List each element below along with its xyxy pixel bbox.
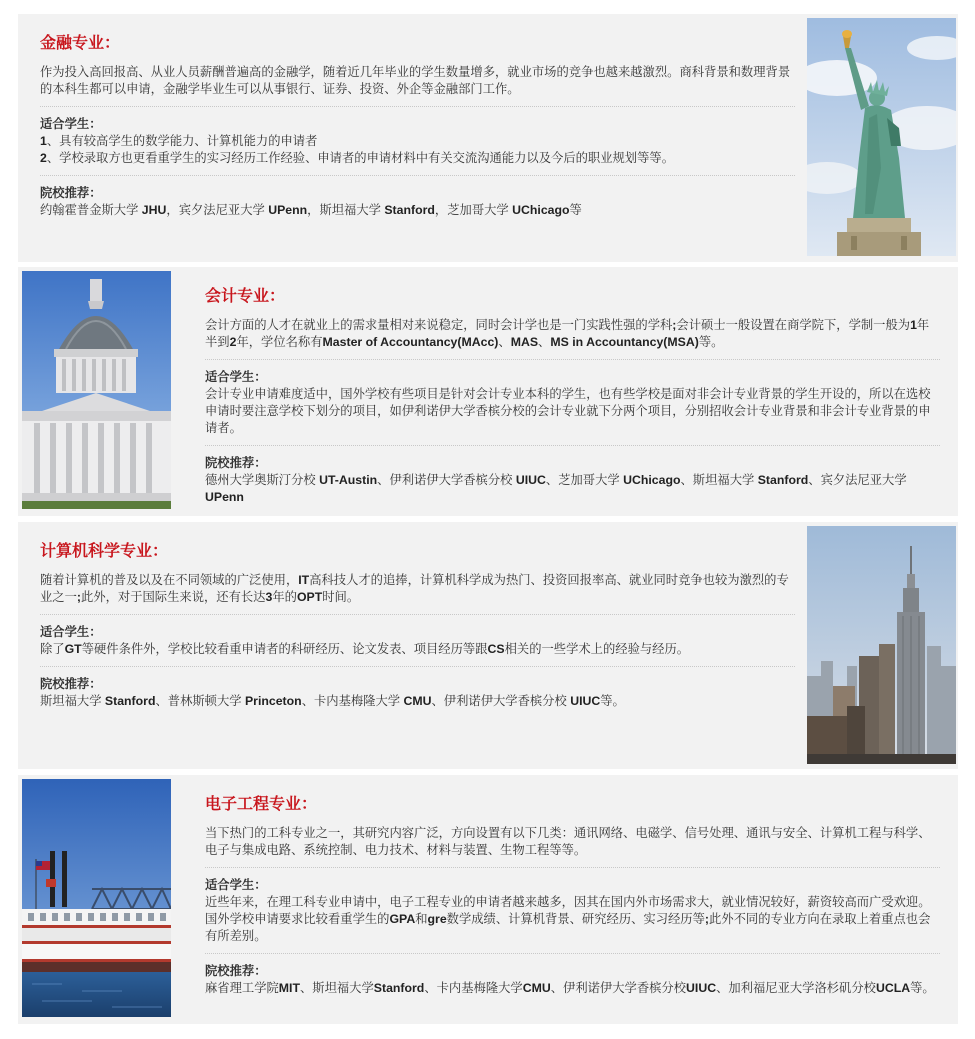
section-title: 计算机科学专业：: [40, 543, 169, 560]
section-title: 电子工程专业：: [205, 796, 318, 813]
dotted-divider: [40, 106, 795, 107]
dotted-divider: [40, 666, 795, 667]
city-skyline-icon: [807, 526, 956, 764]
section-intro: 随着计算机的普及以及在不同领域的广泛使用，IT高科技人才的追捧，计算机科学成为热门、投资回报率高、就业同时竞争也较为激烈的专业之一;此外，对于国际生来说，还有长达3年的OPT时间。: [40, 573, 789, 604]
riverboat-icon: [22, 779, 171, 1017]
suitable-text: 除了GT等硬件条件外，学校比较看重申请者的科研经历、论文发表、项目经历等跟CS相关的一些学术上的经验与经历。: [40, 642, 690, 656]
statue-of-liberty-photo: [807, 18, 956, 256]
suitable-line: 1、具有较高学生的数学能力、计算机能力的申请者: [40, 134, 318, 148]
schools-label: 院校推荐：: [205, 456, 267, 470]
suitable-label: 适合学生：: [205, 370, 267, 384]
dotted-divider: [40, 175, 795, 176]
suitable-label: 适合学生：: [40, 117, 102, 131]
schools-label: 院校推荐：: [40, 186, 102, 200]
section-finance: [18, 14, 958, 262]
schools-label: 院校推荐：: [205, 964, 267, 978]
suitable-label: 适合学生：: [205, 878, 267, 892]
riverboat-photo: [22, 779, 171, 1017]
schools-list: 德州大学奥斯汀分校 UT-Austin、伊利诺伊大学香槟分校 UIUC、芝加哥大学 UChicago、斯坦福大学 Stanford、宾夕法尼亚大学 UPenn: [205, 473, 907, 504]
section-electrical-engineering: [18, 775, 958, 1024]
suitable-line: 2、学校录取方也更看重学生的实习经历工作经验、申请者的申请材料中有关交流沟通能力以及今后的职业规划等等。: [40, 151, 674, 165]
dotted-divider: [205, 867, 940, 868]
section-title: 金融专业：: [40, 35, 121, 52]
section-accounting-text: [205, 267, 940, 506]
city-skyline-photo: [807, 526, 956, 764]
schools-list: 斯坦福大学 Stanford、普林斯顿大学 Princeton、卡内基梅隆大学 CMU、伊利诺伊大学香槟分校 UIUC等。: [40, 694, 625, 708]
section-cs-text: [40, 522, 795, 710]
schools-list: 约翰霍普金斯大学 JHU，宾夕法尼亚大学 UPenn，斯坦福大学 Stanford，芝加哥大学 UChicago等: [40, 203, 582, 217]
section-ee-text: [205, 775, 940, 997]
section-intro: 当下热门的工科专业之一，其研究内容广泛，方向设置有以下几类：通讯网络、电磁学、信号处理、通讯与安全、计算机工程与科学、电子与集成电路、系统控制、电力技术、材料与装置、生物工程等等。: [205, 826, 931, 857]
section-accounting: [18, 267, 958, 516]
section-computer-science: [18, 522, 958, 769]
capitol-building-photo: [22, 271, 171, 509]
section-intro: 作为投入高回报高、从业人员薪酬普遍高的金融学，随着近几年毕业的学生数量增多，就业市场的竞争也越来越激烈。商科背景和数理背景的本科生都可以申请，金融学毕业生可以从事银行、证券、投资、外企等金融部门工作。: [40, 65, 791, 96]
section-title: 会计专业：: [205, 288, 286, 305]
suitable-label: 适合学生：: [40, 625, 102, 639]
section-intro: 会计方面的人才在就业上的需求量相对来说稳定，同时会计学也是一门实践性强的学科;会计硕士一般设置在商学院下，学制一般为1年半到2年，学位名称有Master of Accountancy(MAcc)、MAS、MS in Accountancy(MSA)等。: [205, 318, 930, 349]
schools-label: 院校推荐：: [40, 677, 102, 691]
statue-of-liberty-icon: [807, 18, 956, 256]
suitable-text: 近些年来，在理工科专业申请中，电子工程专业的申请者越来越多，因其在国内外市场需求大，就业情况较好，薪资较高而广受欢迎。国外学校申请要求比较看重学生的GPA和gre数学成绩、计算机背景、研究经历、实习经历等;此外不同的专业方向在录取上着重点也会有所差别。: [205, 895, 931, 943]
capitol-building-icon: [22, 271, 171, 509]
section-finance-text: [40, 14, 795, 219]
schools-list: 麻省理工学院MIT、斯坦福大学Stanford、卡内基梅隆大学CMU、伊利诺伊大学香槟分校UIUC、加利福尼亚大学洛杉矶分校UCLA等。: [205, 981, 935, 995]
suitable-text: 会计专业申请难度适中，国外学校有些项目是针对会计专业本科的学生，也有些学校是面对非会计专业背景的学生开设的，所以在选校申请时要注意学校下划分的项目，如伊利诺伊大学香槟分校的会计专业就下分两个项目，分别招收会计专业背景和非会计专业背景的申请者。: [205, 387, 931, 435]
dotted-divider: [205, 359, 940, 360]
dotted-divider: [40, 614, 795, 615]
dotted-divider: [205, 445, 940, 446]
dotted-divider: [205, 953, 940, 954]
